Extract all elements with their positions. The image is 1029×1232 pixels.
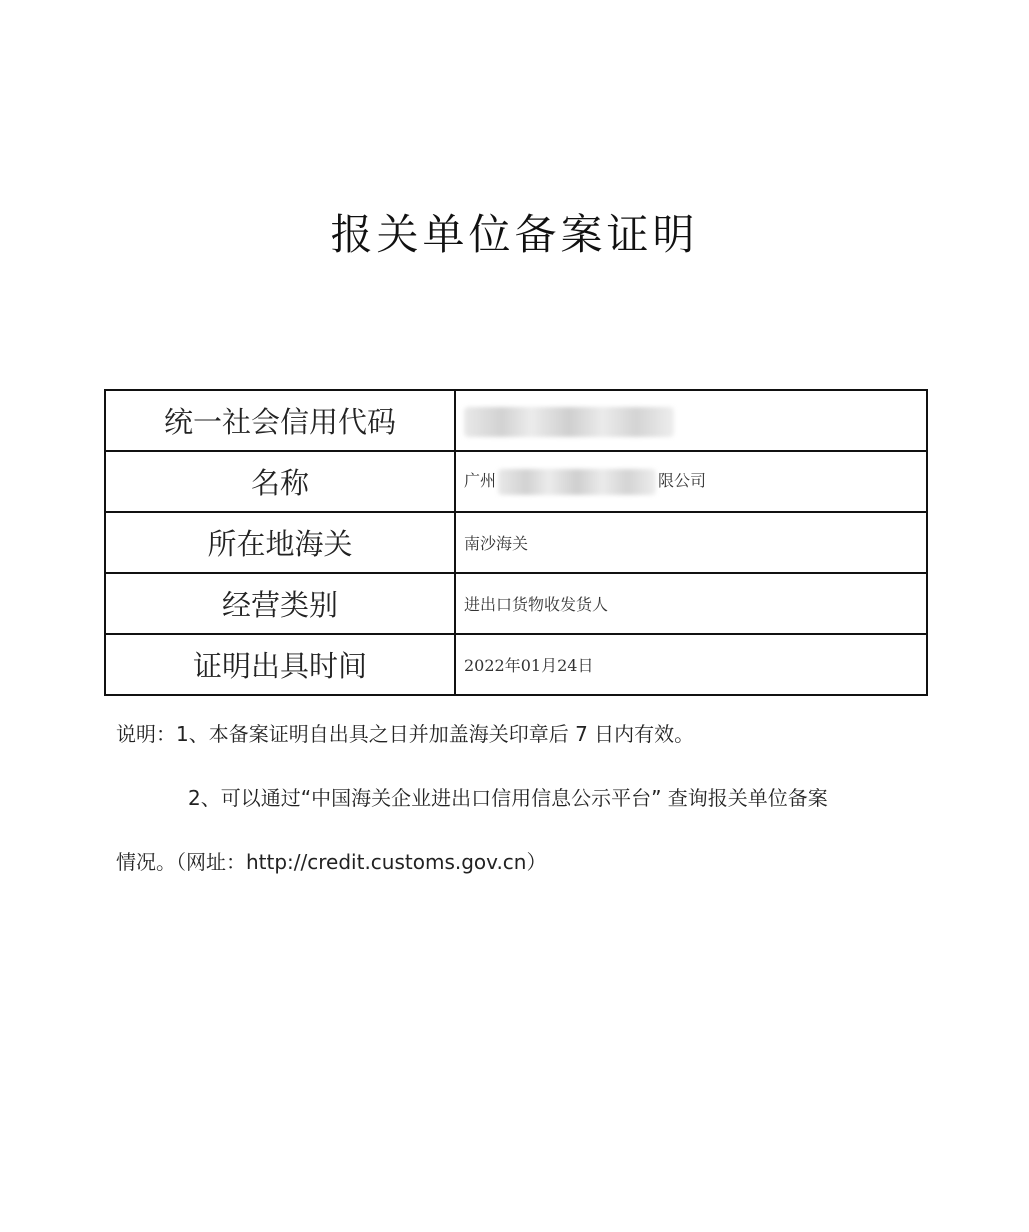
company-name-label: 名称 bbox=[105, 451, 455, 512]
document-title: 报关单位备案证明 bbox=[330, 210, 699, 259]
issue-date-value: 2022年01月24日 bbox=[455, 634, 927, 695]
note-line-1: 说明：1、本备案证明自出具之日并加盖海关印章后 7 日内有效。 bbox=[116, 722, 695, 746]
issue-date-label: 证明出具时间 bbox=[105, 634, 455, 695]
company-name-prefix: 广州 bbox=[464, 471, 497, 491]
credit-code-value bbox=[455, 390, 927, 451]
redacted-credit-code bbox=[464, 407, 674, 437]
table-row bbox=[105, 573, 927, 634]
customs-office-label: 所在地海关 bbox=[105, 512, 455, 573]
company-name-value bbox=[455, 451, 927, 512]
table-row bbox=[105, 634, 927, 695]
redacted-company-name bbox=[498, 469, 656, 495]
record-table bbox=[104, 389, 928, 696]
table-row bbox=[105, 390, 927, 451]
note-line-2: 2、可以通过“中国海关企业进出口信用信息公示平台” 查询报关单位备案 bbox=[188, 786, 828, 810]
business-type-label: 经营类别 bbox=[105, 573, 455, 634]
business-type-value: 进出口货物收发货人 bbox=[455, 573, 927, 634]
credit-code-label: 统一社会信用代码 bbox=[105, 390, 455, 451]
note-line-3: 情况。（网址：http://credit.customs.gov.cn） bbox=[116, 850, 547, 874]
table-row bbox=[105, 451, 927, 512]
customs-office-value: 南沙海关 bbox=[455, 512, 927, 573]
table-row bbox=[105, 512, 927, 573]
company-name-suffix: 限公司 bbox=[658, 471, 707, 491]
